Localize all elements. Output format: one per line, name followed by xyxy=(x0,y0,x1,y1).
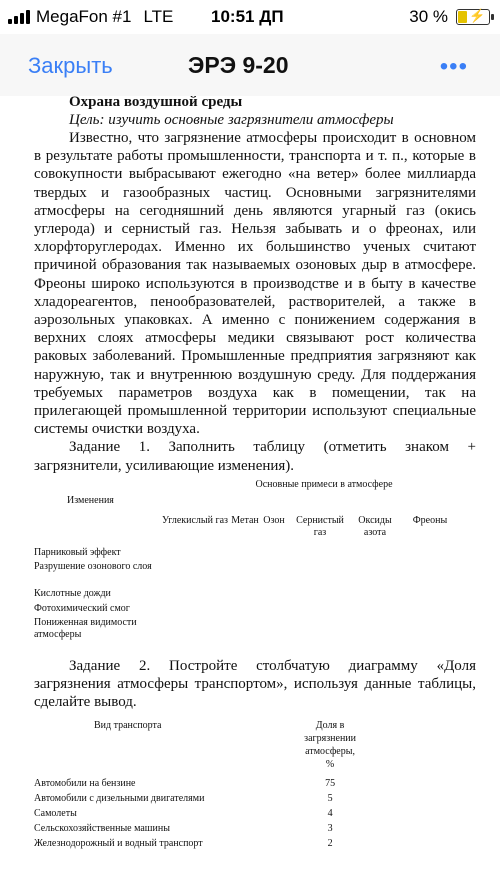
table1-row-header: Изменения xyxy=(67,494,114,506)
table-row xyxy=(34,771,476,790)
section-goal: Цель: изучить основные загрязнители атмосферы xyxy=(69,112,394,128)
table1-row-label: Пониженная видимости атмосферы xyxy=(34,616,137,640)
battery-group xyxy=(409,7,490,27)
table1-column-header: Сернистый газ xyxy=(296,514,344,538)
section-heading: Охрана воздушной среды xyxy=(69,96,243,110)
transport-type: Сельскохозяйственные машины xyxy=(34,823,170,835)
table1-row-label: Парниковый эффект xyxy=(34,546,121,558)
table1-column-header: Озон xyxy=(263,514,285,526)
table1-column-header: Метан xyxy=(231,514,259,526)
carrier-name: MegaFon #1 xyxy=(36,7,132,26)
pollution-share: 5 xyxy=(327,793,333,805)
document-page xyxy=(34,96,476,850)
table1-row-label: Кислотные дожди xyxy=(34,587,111,599)
table2-col-transport: Вид транспорта xyxy=(94,720,162,732)
table1-column-header: Оксиды азота xyxy=(358,514,392,538)
table1-column-header: Фреоны xyxy=(412,514,448,526)
transport-pollution-table xyxy=(34,719,476,850)
table1-row-label: Разрушение озонового слоя xyxy=(34,560,152,572)
table2-col-share: Доля в загрязнении атмосферы, % xyxy=(304,720,357,771)
task-2-text: Задание 2. Постройте столбчатую диаграмму «Доля загрязнения атмосферы транспортом», используя данные таблицы, сделайте вывод. xyxy=(34,657,476,711)
network-type: LTE xyxy=(143,7,174,26)
table-row xyxy=(34,820,476,835)
task-1-text: Задание 1. Заполнить таблицу (отметить знаком + загрязнители, усиливающие изменения). xyxy=(34,439,476,474)
carrier-group xyxy=(8,7,173,27)
pollutants-table xyxy=(34,478,476,640)
table-row xyxy=(34,835,476,850)
document-viewer[interactable] xyxy=(0,96,500,887)
table-row xyxy=(34,805,476,820)
transport-type: Железнодорожный и водный транспорт xyxy=(34,838,203,850)
table1-group-header: Основные примеси в атмосфере xyxy=(255,478,393,490)
battery-icon: ⚡ xyxy=(456,9,490,25)
pollution-share: 3 xyxy=(327,823,333,835)
transport-type: Самолеты xyxy=(34,808,77,820)
table-row xyxy=(34,790,476,805)
pollution-share: 75 xyxy=(325,778,336,790)
transport-type: Автомобили с дизельными двигателями xyxy=(34,793,205,805)
pollution-share: 4 xyxy=(327,808,333,820)
table1-column-header: Углекислый газ xyxy=(162,514,228,526)
battery-percent: 30 % xyxy=(409,7,448,26)
navigation-bar xyxy=(0,34,500,97)
document-title: ЭРЭ 9-20 xyxy=(188,52,289,78)
status-bar xyxy=(0,0,500,34)
pollution-share: 2 xyxy=(327,838,333,850)
table2-header-row xyxy=(34,719,476,771)
signal-icon xyxy=(8,10,30,24)
table1-row-label: Фотохимический смог xyxy=(34,602,130,614)
more-options-icon[interactable]: ••• xyxy=(439,53,468,80)
transport-type: Автомобили на бензине xyxy=(34,778,136,790)
main-paragraph: Известно, что загрязнение атмосферы происходит в основном в результате работы промышленности, транспорта и т. п., которые в совокупности выбрасывают ежегодно «на ветер» более миллиарда твердых и газообразных частиц. Основными загрязнителями атмосферы на сегодняшний день являются угарный газ (окись углерода) и сернистый газ. Нельзя забывать и о фреонах, или хлорфторуглеродах. Именно их большинство ученых считают причиной образования так называемых озоновых дыр в атмосфере. Фреоны широко используются в производстве и в быту в качестве хладореагентов, пенообразователей, растворителей, а также в аэрозольных упаковках. А именно с понижением содержания в верхних слоях атмосферы медики связывают рост количества раковых заболеваний. Промышленные предприятия загрязняют как наружную, так и внутреннюю воздушную среду. Для поддержания требуемых параметров воздуха как в помещении, так на прилегающей промышленной территории используют специальные системы очистки воздуха. xyxy=(34,130,476,438)
clock: 10:51 ДП xyxy=(211,7,284,26)
close-button[interactable]: Закрыть xyxy=(28,53,113,78)
